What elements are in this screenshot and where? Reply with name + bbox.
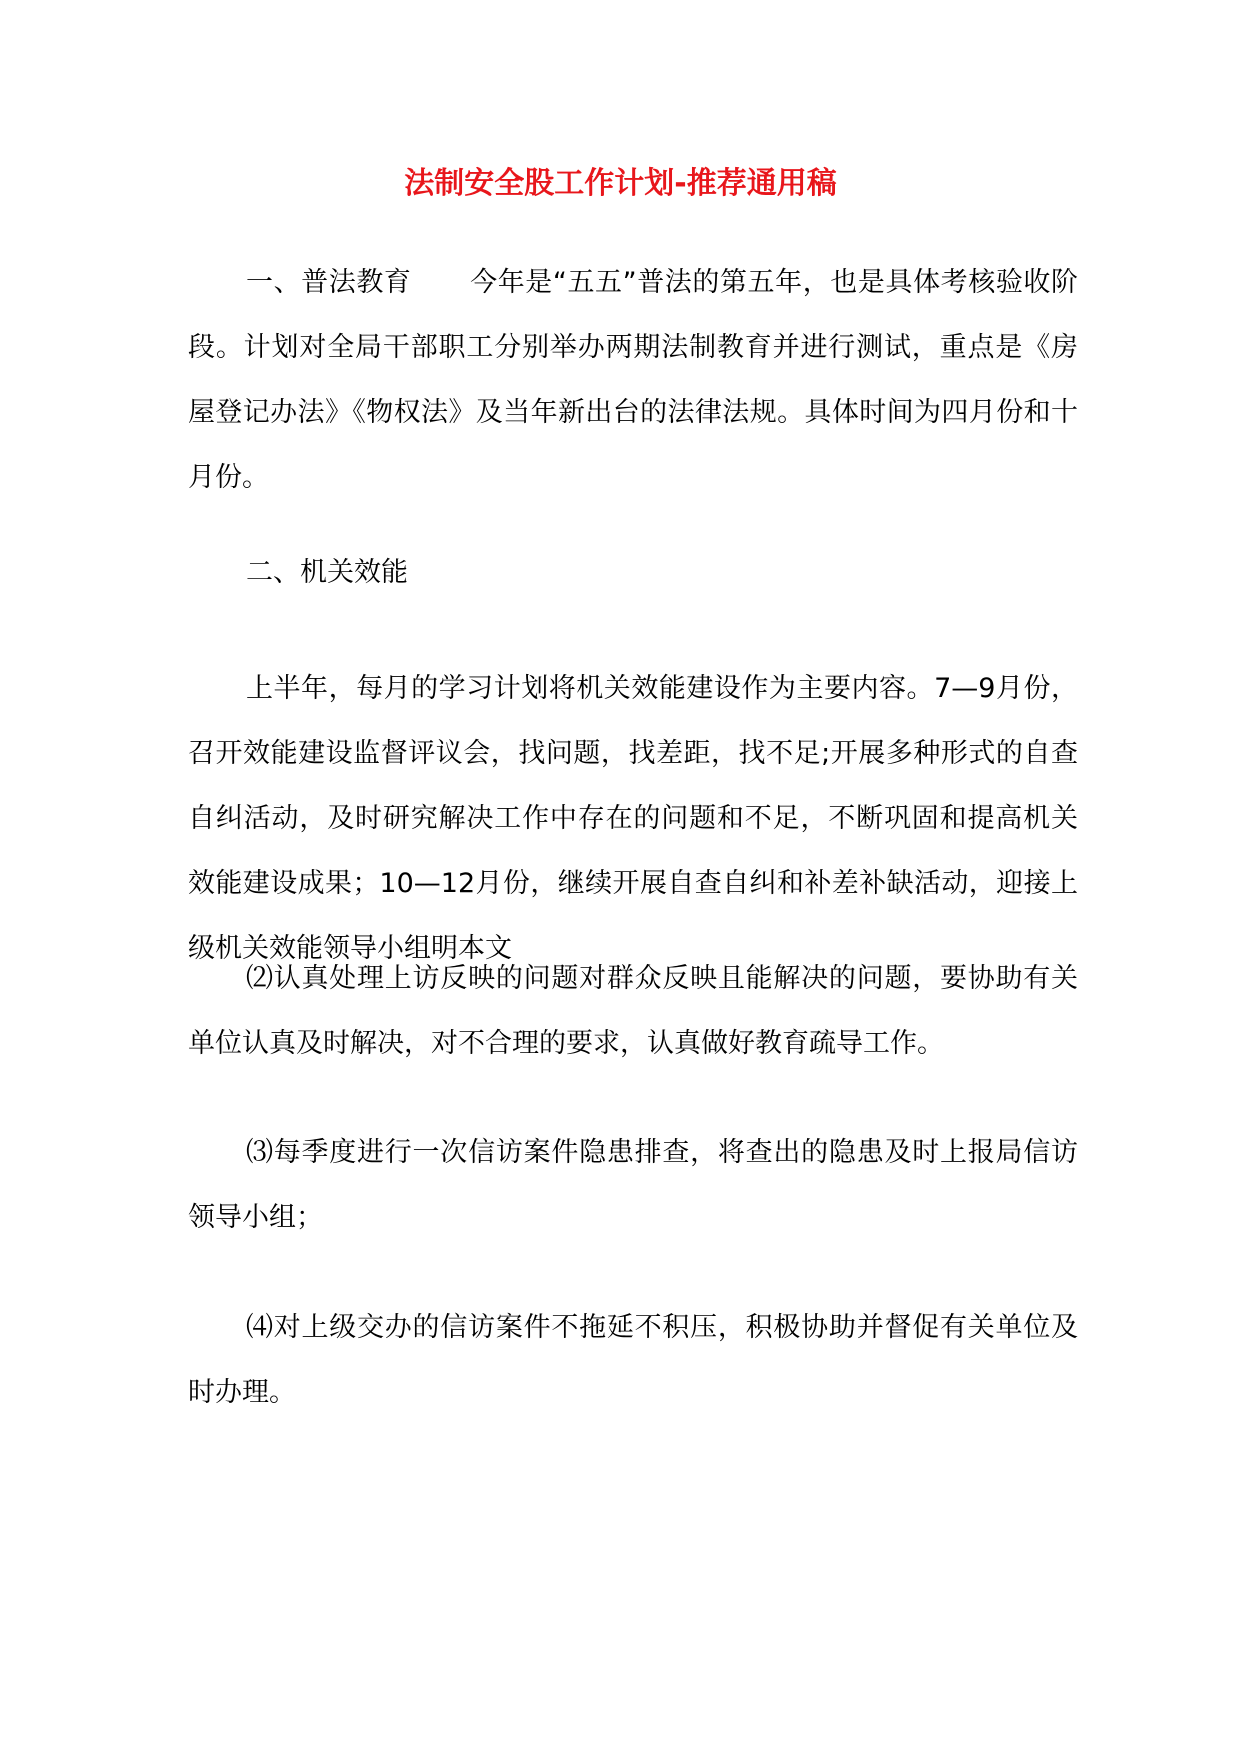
paragraph-first-half: 上半年，每月的学习计划将机关效能建设作为主要内容。7—9月份，召开效能建设监督评议会，找问题，找差距，找不足;开展多种形式的自查自纠活动，及时研究解决工作中存在的问题和不足，不断巩固和提高机关效能建设成果；10—12月份，继续开展自查自纠和补差补缺活动，迎接上级机关效能领导小组明本文 [188, 673, 1078, 964]
paragraph-law-education [188, 250, 1078, 510]
paragraph-heading: 一、普法教育 [246, 267, 412, 298]
paragraph-item-3: ⑶每季度进行一次信访案件隐患排查，将查出的隐患及时上报局信访领导小组； [188, 1137, 1078, 1233]
paragraph-heading-efficiency: 二、机关效能 [246, 557, 408, 588]
document-title: 法制安全股工作计划-推荐通用稿 [404, 166, 837, 201]
paragraph-text: 今年是“五五”普法的第五年，也是具体考核验收阶段。计划对全局干部职工分别举办两期法制教育并进行测试，重点是《房屋登记办法》《物权法》及当年新出台的法律法规。具体时间为四月份和十月份。 [188, 267, 1079, 493]
paragraph-item-4: ⑷对上级交办的信访案件不拖延不积压，积极协助并督促有关单位及时办理。 [188, 1312, 1078, 1408]
paragraph-item-2: ⑵认真处理上访反映的问题对群众反映且能解决的问题，要协助有关单位认真及时解决，对不合理的要求，认真做好教育疏导工作。 [188, 963, 1078, 1059]
